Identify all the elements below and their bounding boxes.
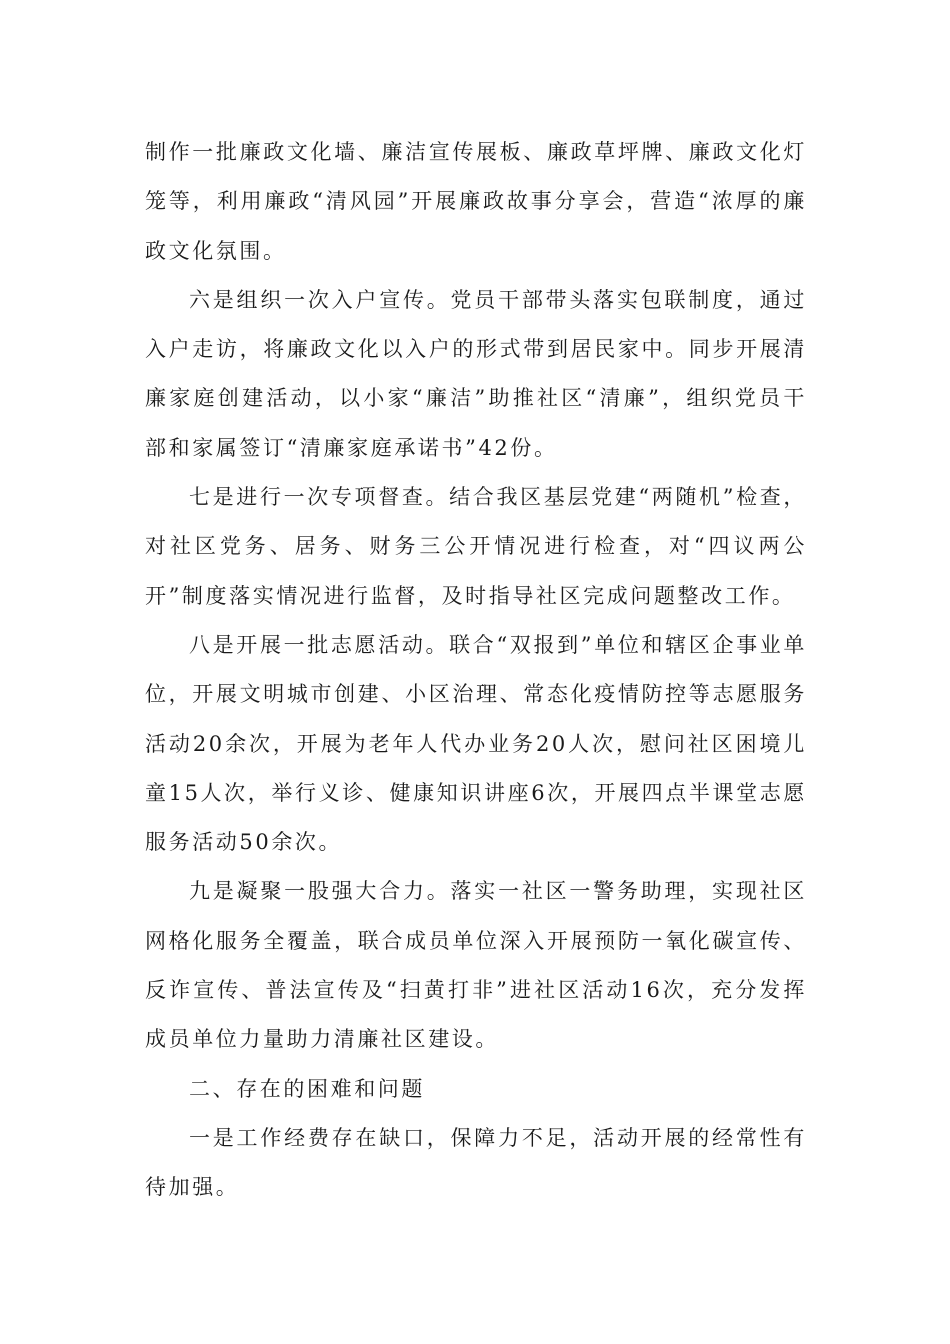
document-body [145, 128, 807, 1213]
paragraph-problem-one: 一是工作经费存在缺口，保障力不足，活动开展的经常性有待加强。 [145, 1125, 807, 1200]
paragraph-item-nine: 九是凝聚一股强大合力。落实一社区一警务助理，实现社区网格化服务全覆盖，联合成员单位深入开展预防一氧化碳宣传、反诈宣传、普法宣传及“扫黄打非”进社区活动16次，充分发挥成员单位力量助力清廉社区建设。 [145, 879, 807, 1052]
paragraph-item-eight: 八是开展一批志愿活动。联合“双报到”单位和辖区企事业单位，开展文明城市创建、小区治理、常态化疫情防控等志愿服务活动20余次，开展为老年人代办业务20人次，慰问社区困境儿童15人次，举行义诊、健康知识讲座6次，开展四点半课堂志愿服务活动50余次。 [145, 632, 807, 855]
section-heading: 二、存在的困难和问题 [189, 1076, 425, 1101]
paragraph-item-six: 六是组织一次入户宣传。党员干部带头落实包联制度，通过入户走访，将廉政文化以入户的形式带到居民家中。同步开展清廉家庭创建活动，以小家“廉洁”助推社区“清廉”，组织党员干部和家属签订“清廉家庭承诺书”42份。 [145, 287, 807, 460]
paragraph-continuation: 制作一批廉政文化墙、廉洁宣传展板、廉政草坪牌、廉政文化灯笼等，利用廉政“清风园”开展廉政故事分享会，营造“浓厚的廉政文化氛围。 [145, 140, 807, 263]
paragraph-item-seven: 七是进行一次专项督查。结合我区基层党建“两随机”检查，对社区党务、居务、财务三公开情况进行检查，对“四议两公开”制度落实情况进行监督，及时指导社区完成问题整改工作。 [145, 485, 807, 608]
